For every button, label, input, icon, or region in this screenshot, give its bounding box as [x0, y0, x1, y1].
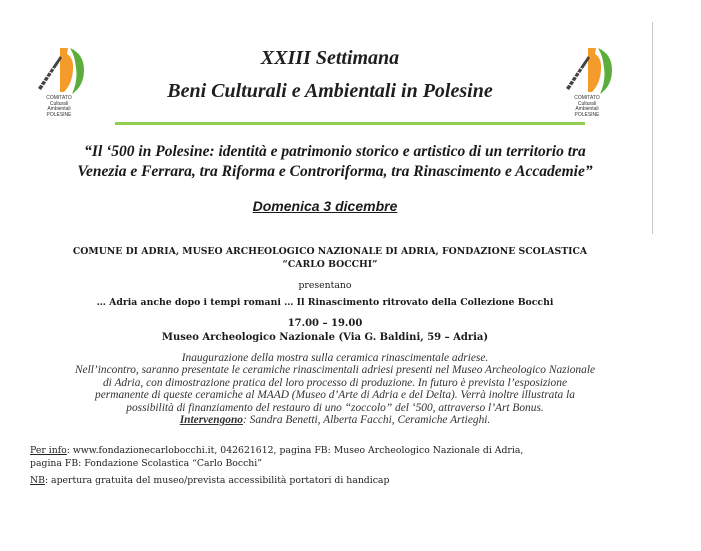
contact-info-label: Per info	[30, 445, 67, 456]
note-text: : apertura gratuita del museo/prevista accessibilità portatori di handicap	[44, 475, 390, 486]
logo-caption: COMITATO Culturali Ambientali POLESINE	[574, 95, 600, 118]
speakers-label: Intervengono	[179, 414, 243, 427]
event-description	[20, 352, 650, 426]
description-line4: permanente di queste ceramiche al MAAD (Museo d’Arte di Adria e del Delta). Verrà inoltre illustrata la	[95, 389, 575, 402]
amphora-leaf-icon	[30, 44, 88, 96]
presentano-label: presentano	[298, 280, 352, 291]
header-divider	[115, 122, 585, 125]
amphora-icon	[588, 48, 601, 92]
speakers-names: : Sandra Benetti, Alberta Facchi, Ceramiche Artieghi.	[243, 414, 491, 427]
description-line1: Inaugurazione della mostra sulla ceramica rinascimentale adriese.	[181, 352, 489, 364]
event-theme-line1: “Il ‘500 in Polesine: identità e patrimonio storico e artistico di un territorio tra	[84, 143, 586, 160]
organizers-line1: COMUNE DI ADRIA, MUSEO ARCHEOLOGICO NAZIONALE DI ADRIA, FONDAZIONE SCOLASTICA	[72, 246, 588, 257]
description-line3: di Adria, con dimostrazione pratica del loro processo di produzione. In futuro è prevista l’esposizione	[102, 376, 568, 389]
comitato-logo-left	[30, 44, 88, 118]
speakers-line	[20, 414, 650, 426]
event-time: 17.00 – 19.00	[287, 318, 363, 329]
contact-info-line1	[30, 444, 650, 457]
description-line5: possibilità di finanziamento del restauro di uno “zoccolo” del ‘500, attraverso l’Art Bonus.	[126, 401, 544, 414]
organizers-line2: “CARLO BOCCHI”	[282, 259, 378, 270]
amphora-icon	[60, 48, 73, 92]
contact-info-text: : www.fondazionecarlobocchi.it, 042621612, pagina FB: Museo Archeologico Nazionale di Adria,	[66, 445, 524, 456]
event-theme	[20, 142, 650, 182]
event-title: … Adria anche dopo i tempi romani … Il Rinascimento ritrovato della Collezione Bocchi	[96, 297, 554, 308]
header-title-line2: Beni Culturali e Ambientali in Polesine	[167, 80, 493, 102]
event-date: Domenica 3 dicembre	[252, 198, 398, 214]
note-label: NB	[30, 475, 45, 486]
logo-caption: COMITATO Culturali Ambientali POLESINE	[46, 95, 72, 118]
contact-info	[30, 444, 650, 470]
header-title-line1: XXIII Settimana	[260, 47, 400, 69]
organizers	[30, 245, 630, 271]
page-edge-rule	[652, 22, 653, 234]
amphora-leaf-icon	[558, 44, 616, 96]
description-line2: Nell’incontro, saranno presentate le ceramiche rinascimentali adriesi presenti nel Museo Archeologico Nazionale	[74, 364, 596, 377]
event-venue: Museo Archeologico Nazionale (Via G. Baldini, 59 – Adria)	[161, 332, 489, 343]
contact-info-line2: pagina FB: Fondazione Scolastica “Carlo Bocchi”	[30, 458, 263, 469]
comitato-logo-right	[558, 44, 616, 118]
event-theme-line2: Venezia e Ferrara, tra Riforma e Controriforma, tra Rinascimento e Accademie”	[77, 163, 593, 180]
accessibility-note	[30, 475, 650, 486]
